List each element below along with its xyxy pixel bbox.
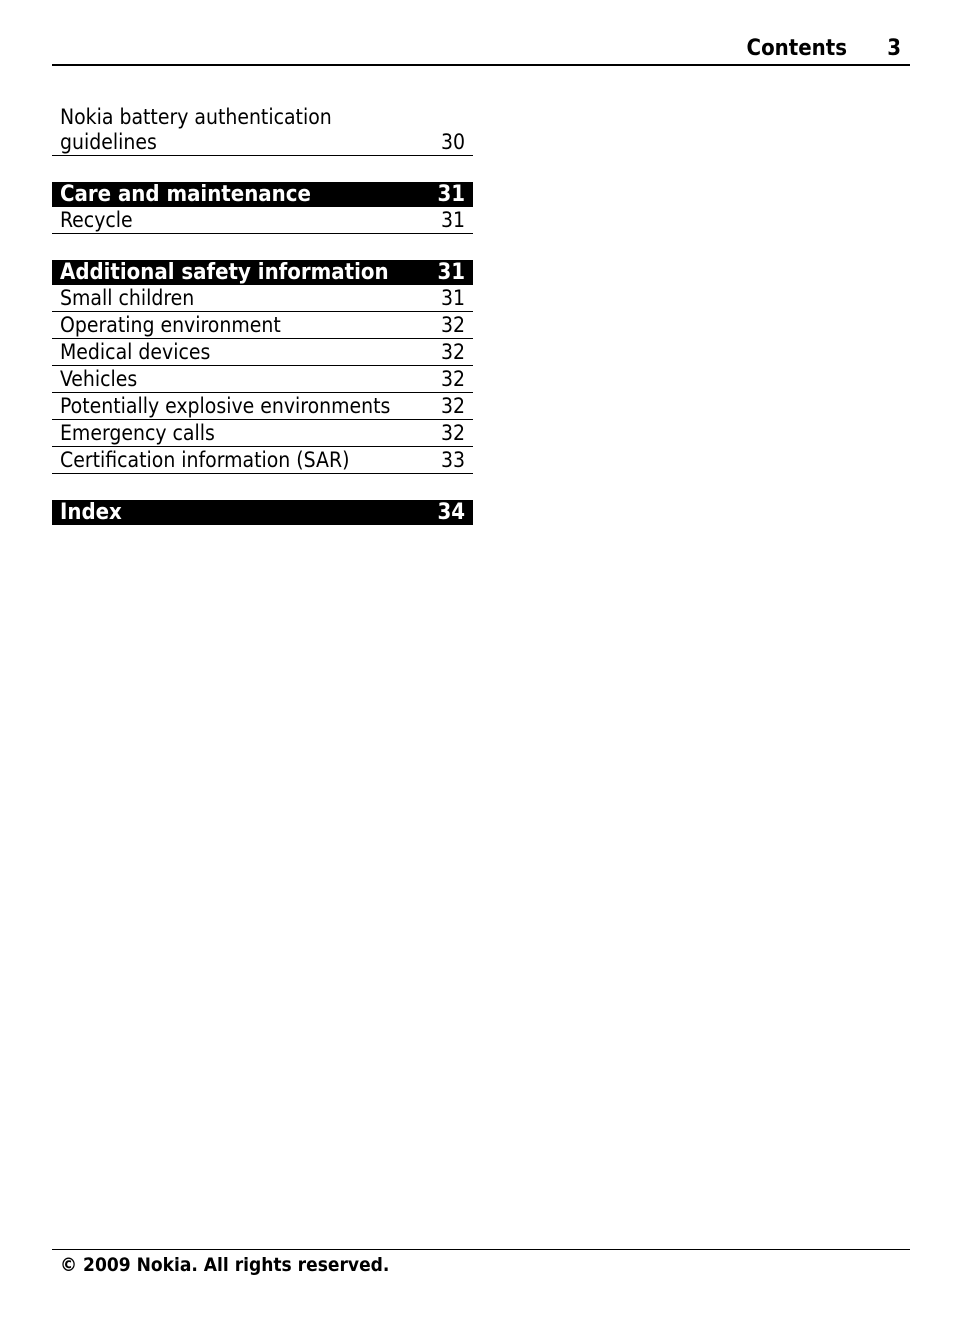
toc-entry-page: 31 — [440, 286, 465, 310]
copyright-notice: © 2009 Nokia. All rights reserved. — [60, 1254, 390, 1276]
toc-entry-label: Emergency calls — [60, 421, 215, 445]
toc-entry-page: 32 — [440, 313, 465, 337]
toc-entry-explosive-environments[interactable] — [52, 393, 473, 420]
toc-entry-label: Operating environment — [60, 313, 281, 337]
toc-entry-label: Potentially explosive environments — [60, 394, 391, 418]
header-page-number: 3 — [887, 36, 901, 61]
toc-entry-page: 32 — [440, 421, 465, 445]
toc-entry-label: Nokia battery authentication guidelines — [60, 105, 332, 154]
toc-entry-page: 31 — [440, 208, 465, 232]
toc-entry-operating-environment[interactable] — [52, 312, 473, 339]
toc-entry-page: 32 — [440, 367, 465, 391]
toc-entry-page: 32 — [440, 394, 465, 418]
toc-heading-label: Care and maintenance — [60, 182, 311, 207]
toc-entry-label: Medical devices — [60, 340, 211, 364]
toc-heading-care-and-maintenance[interactable] — [52, 182, 473, 207]
toc-entry-emergency-calls[interactable] — [52, 420, 473, 447]
toc-entry-certification-sar[interactable] — [52, 447, 473, 474]
toc-entry-small-children[interactable] — [52, 285, 473, 312]
toc-entry-battery-guidelines[interactable] — [52, 106, 473, 156]
page-header — [52, 30, 910, 66]
toc-entry-label: Recycle — [60, 208, 133, 232]
toc-entry-label: Certification information (SAR) — [60, 448, 350, 472]
page-footer — [52, 1249, 910, 1276]
header-section-title: Contents — [746, 36, 847, 61]
toc-entry-label: Vehicles — [60, 367, 138, 391]
toc-heading-page: 34 — [437, 500, 465, 525]
toc-entry-page: 33 — [440, 448, 465, 472]
toc-entry-page: 30 — [440, 130, 465, 154]
toc-entry-label: Small children — [60, 286, 195, 310]
toc-heading-page: 31 — [437, 260, 465, 285]
toc-heading-label: Index — [60, 500, 122, 525]
toc-entry-recycle[interactable] — [52, 207, 473, 234]
table-of-contents — [52, 106, 473, 525]
toc-heading-index[interactable] — [52, 500, 473, 525]
toc-entry-page: 32 — [440, 340, 465, 364]
toc-heading-additional-safety[interactable] — [52, 260, 473, 285]
toc-heading-page: 31 — [437, 182, 465, 207]
toc-entry-vehicles[interactable] — [52, 366, 473, 393]
toc-heading-label: Additional safety information — [60, 260, 389, 285]
toc-entry-medical-devices[interactable] — [52, 339, 473, 366]
